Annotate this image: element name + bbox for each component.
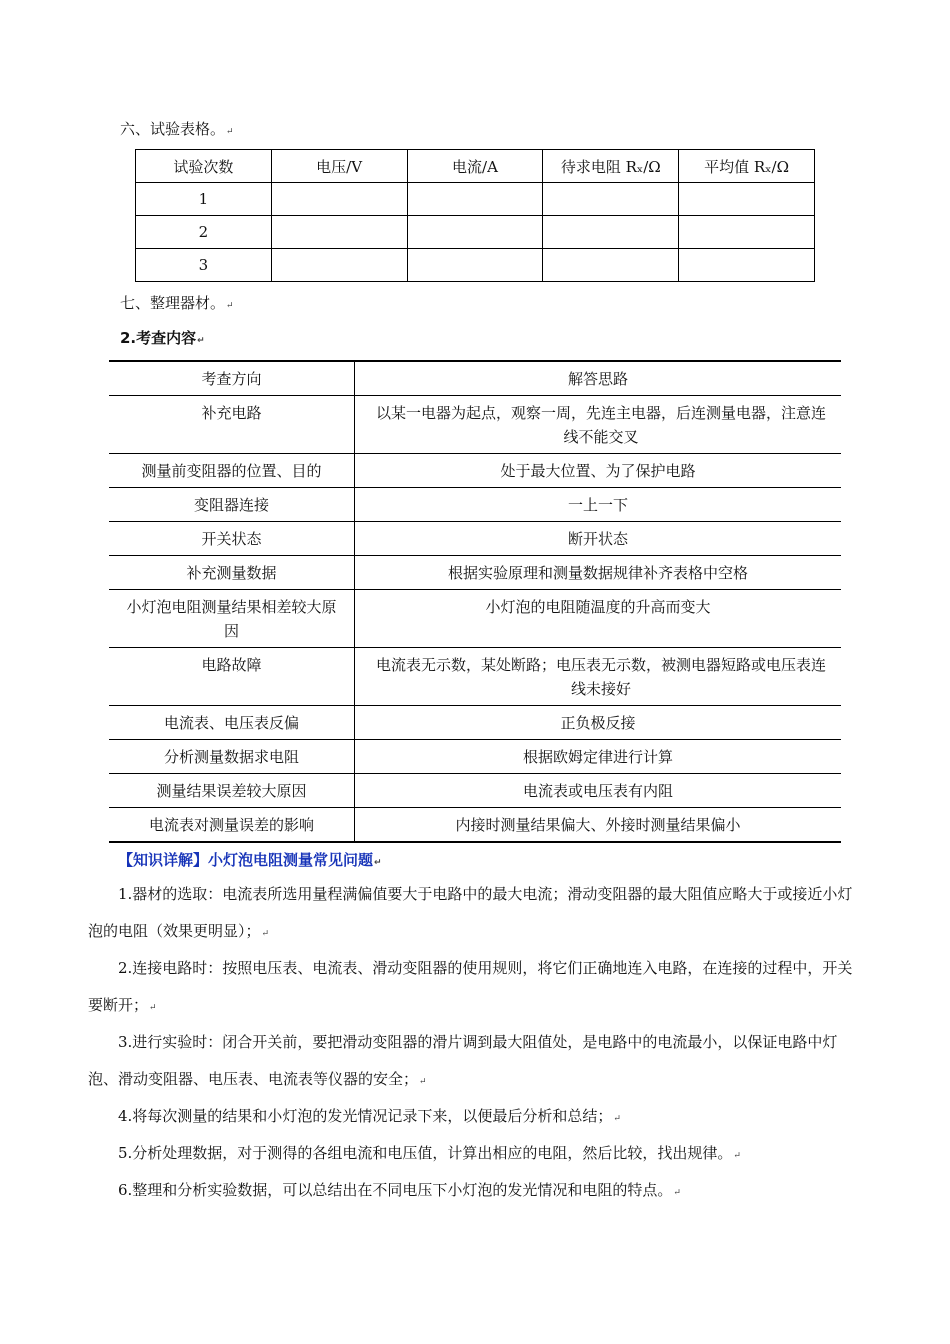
table-cell — [271, 249, 407, 282]
table-cell — [271, 216, 407, 249]
exam-direction: 开关状态 — [109, 522, 355, 556]
exam-answer: 以某一电器为起点，观察一周，先连主电器，后连测量电器，注意连线不能交叉 — [355, 396, 842, 454]
exam-direction: 小灯泡电阻测量结果相差较大原因 — [109, 590, 355, 648]
table-row — [109, 454, 841, 488]
header-resistance: 待求电阻 Rₓ/Ω — [543, 150, 679, 183]
table-row — [109, 590, 841, 648]
table-row — [109, 396, 841, 454]
table-cell — [407, 183, 543, 216]
exam-answer: 一上一下 — [355, 488, 842, 522]
table-cell — [543, 216, 679, 249]
exam-direction: 测量结果误差较大原因 — [109, 774, 355, 808]
paragraph-2: 2.连接电路时：按照电压表、电流表、滑动变阻器的使用规则，将它们正确地连入电路，在连接的过程中，开关要断开；↵ — [88, 959, 853, 1014]
header-direction: 考查方向 — [109, 361, 355, 396]
paragraph-4: 4.将每次测量的结果和小灯泡的发光情况记录下来，以便最后分析和总结；↵ — [118, 1107, 621, 1125]
exam-direction: 补充电路 — [109, 396, 355, 454]
trial-number: 3 — [136, 249, 272, 282]
table-row — [109, 808, 841, 843]
table-header-row — [109, 361, 841, 396]
exam-answer: 电流表或电压表有内阻 — [355, 774, 842, 808]
table-cell — [679, 183, 815, 216]
table-row — [109, 522, 841, 556]
table-row — [109, 488, 841, 522]
exam-answer: 内接时测量结果偏大、外接时测量结果偏小 — [355, 808, 842, 843]
section6-heading: 六、试验表格。↵ — [120, 120, 234, 138]
section2-heading: 2.考查内容↵ — [120, 329, 205, 347]
table-header-row — [136, 150, 815, 183]
table-cell — [407, 249, 543, 282]
experiment-table — [135, 149, 815, 282]
header-trial-count: 试验次数 — [136, 150, 272, 183]
knowledge-heading: 【知识详解】小灯泡电阻测量常见问题↵ — [118, 851, 382, 869]
exam-direction: 测量前变阻器的位置、目的 — [109, 454, 355, 488]
exam-direction: 分析测量数据求电阻 — [109, 740, 355, 774]
exam-direction: 电流表、电压表反偏 — [109, 706, 355, 740]
header-current: 电流/A — [407, 150, 543, 183]
header-average: 平均值 Rₓ/Ω — [679, 150, 815, 183]
exam-answer: 根据实验原理和测量数据规律补齐表格中空格 — [355, 556, 842, 590]
paragraph-5: 5.分析处理数据，对于测得的各组电流和电压值，计算出相应的电阻，然后比较，找出规律。↵ — [118, 1144, 741, 1162]
table-cell — [271, 183, 407, 216]
paragraph-6: 6.整理和分析实验数据，可以总结出在不同电压下小灯泡的发光情况和电阻的特点。↵ — [118, 1181, 681, 1199]
table-row — [109, 740, 841, 774]
exam-content-table — [109, 360, 841, 843]
table-row — [136, 249, 815, 282]
trial-number: 1 — [136, 183, 272, 216]
exam-direction: 电路故障 — [109, 648, 355, 706]
table-row — [109, 706, 841, 740]
table-cell — [679, 216, 815, 249]
header-answer: 解答思路 — [355, 361, 842, 396]
exam-answer: 小灯泡的电阻随温度的升高而变大 — [355, 590, 842, 648]
section7-heading: 七、整理器材。↵ — [120, 294, 234, 312]
table-cell — [543, 183, 679, 216]
paragraph-1: 1.器材的选取：电流表所选用量程满偏值要大于电路中的最大电流；滑动变阻器的最大阻值应略大于或接近小灯泡的电阻（效果更明显）；↵ — [88, 885, 853, 940]
exam-answer: 正负极反接 — [355, 706, 842, 740]
table-row — [136, 216, 815, 249]
exam-direction: 变阻器连接 — [109, 488, 355, 522]
exam-answer: 电流表无示数，某处断路；电压表无示数，被测电器短路或电压表连线未接好 — [355, 648, 842, 706]
header-voltage: 电压/V — [271, 150, 407, 183]
trial-number: 2 — [136, 216, 272, 249]
exam-answer: 根据欧姆定律进行计算 — [355, 740, 842, 774]
table-row — [109, 774, 841, 808]
table-cell — [543, 249, 679, 282]
exam-direction: 补充测量数据 — [109, 556, 355, 590]
table-row — [136, 183, 815, 216]
table-row — [109, 648, 841, 706]
exam-answer: 断开状态 — [355, 522, 842, 556]
paragraph-3: 3.进行实验时：闭合开关前，要把滑动变阻器的滑片调到最大阻值处，是电路中的电流最小，以保证电路中灯泡、滑动变阻器、电压表、电流表等仪器的安全；↵ — [88, 1033, 838, 1088]
table-row — [109, 556, 841, 590]
table-cell — [679, 249, 815, 282]
exam-direction: 电流表对测量误差的影响 — [109, 808, 355, 843]
exam-answer: 处于最大位置、为了保护电路 — [355, 454, 842, 488]
table-cell — [407, 216, 543, 249]
